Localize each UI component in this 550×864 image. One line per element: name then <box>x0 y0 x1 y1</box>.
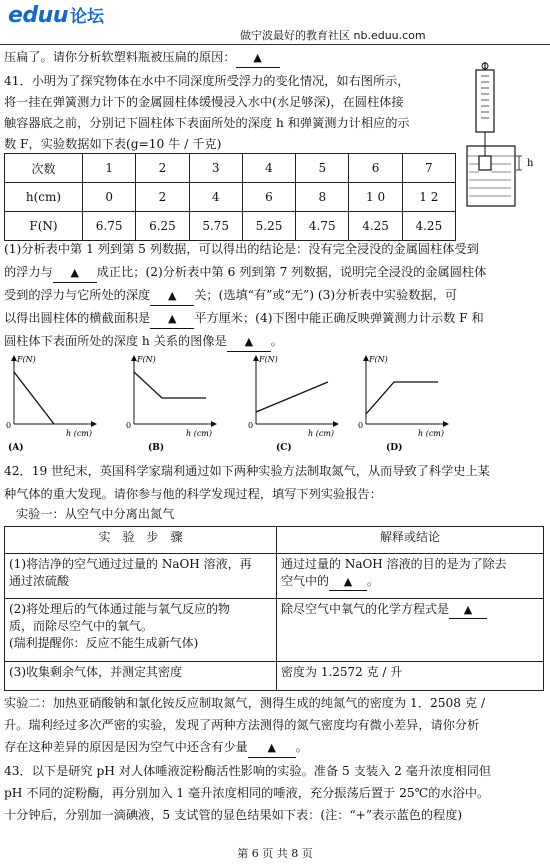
exp2-text: 实验二：加热亚硝酸钠和氯化铵反应制取氮气，测得生成的纯氮气的密度为 1．2508 克 / <box>4 696 486 710</box>
svg-text:(B): (B) <box>148 443 165 452</box>
answer-blank: ▲ <box>53 263 97 283</box>
svg-text:F(N): F(N) <box>17 355 36 364</box>
answer-blank: ▲ <box>236 48 280 68</box>
table-cell: 0 <box>83 183 136 212</box>
q41-text: 数 F，实验数据如下表(g=10 牛 / 千克) <box>4 137 222 151</box>
row-label: F(N) <box>5 212 83 241</box>
col-header: 解释或结论 <box>277 527 544 554</box>
svg-text:h (cm): h (cm) <box>418 429 445 438</box>
exp2-text: 升。瑞利经过多次严密的实验，发现了两种方法测得的氮气密度均有微小差异，请你分析 <box>4 718 480 732</box>
table-cell: 2 <box>136 154 189 183</box>
row-label: 次数 <box>5 154 83 183</box>
q41-text: 将一挂在弹簧测力计下的金属圆柱体缓慢浸入水中(水足够深)，在圆柱体接 <box>4 95 404 109</box>
svg-text:(D): (D) <box>386 443 403 452</box>
svg-text:h (cm): h (cm) <box>186 429 213 438</box>
svg-text:0: 0 <box>126 421 132 430</box>
answer-blank: ▲ <box>150 309 194 329</box>
table-cell: 4 <box>189 183 242 212</box>
q43-text: 43．以下是研究 pH 对人体唾液淀粉酶活性影响的实验。准备 5 支装入 2 毫升浓度相同但 <box>4 764 492 778</box>
table-cell: 5.25 <box>242 212 295 241</box>
site-slogan: 做宁波最好的教育社区 nb.eduu.com <box>240 29 426 42</box>
q43-text: 十分钟后，分别加一滴碘液，5 支试管的显色结果如下表：(注：“+”表示蓝色的程度) <box>4 808 463 822</box>
text-line: 以得出圆柱体的横截面积是 ▲ 平方厘米；(4)下图中能正确反映弹簧测力计示数 F 和 <box>4 309 484 329</box>
svg-text:(C): (C) <box>276 443 292 452</box>
step-cell: (1)将洁净的空气通过过量的 NaOH 溶液，再 通过浓硫酸 <box>5 554 277 599</box>
q43-text: pH 不同的淀粉酶，再分别加入 1 毫升浓度相同的唾液，充分振荡后置于 25℃的水浴中。 <box>4 786 490 800</box>
answer-blank: ▲ <box>449 601 487 619</box>
q41-text: 41．小明为了探究物体在水中不同深度所受浮力的变化情况，如右图所示， <box>4 74 410 88</box>
table-cell: 4.25 <box>402 212 455 241</box>
graph-C <box>246 352 346 452</box>
text-line: 受到的浮力与它所处的深度 ▲ 关；(选填“有”或“无”) (3)分析表中实验数据，可 <box>4 286 457 306</box>
exp1-title: 实验一：从空气中分离出氮气 <box>16 507 175 521</box>
svg-text:0: 0 <box>6 421 12 430</box>
table-cell: 4 <box>242 154 295 183</box>
logo-brand: eduu <box>8 3 68 28</box>
header-divider <box>0 44 550 45</box>
site-logo[interactable] <box>8 2 104 28</box>
conclusion-cell: 除尽空气中氧气的化学方程式是 ▲ <box>277 599 544 662</box>
col-header: 实 验 步 骤 <box>5 527 277 554</box>
logo-cn: 论坛 <box>70 7 104 27</box>
table-cell: 1 <box>83 154 136 183</box>
conclusion-cell: 密度为 1.2572 克 / 升 <box>277 662 544 691</box>
svg-text:F(N): F(N) <box>369 355 388 364</box>
table-row <box>5 154 456 183</box>
table-cell: 6.25 <box>136 212 189 241</box>
table-cell: 5.75 <box>189 212 242 241</box>
table-cell: 2 <box>136 183 189 212</box>
q42-text: 种气体的重大发现。请你参与他的科学发现过程，填写下列实验报告： <box>4 487 382 501</box>
table-cell: 1 0 <box>349 183 402 212</box>
table-cell: 5 <box>296 154 349 183</box>
spring-scale-figure <box>463 60 541 208</box>
depth-label: h <box>527 158 534 169</box>
step-cell: (2)将处理后的气体通过能与氧气反应的物 质，而除尽空气中的氧气。 (瑞利提醒你：反应不能生成新气体) <box>5 599 277 662</box>
answer-blank: ▲ <box>150 286 194 306</box>
table-cell: 6 <box>242 183 295 212</box>
table-cell: 3 <box>189 154 242 183</box>
table-cell: 1 2 <box>402 183 455 212</box>
step-cell: (3)收集剩余气体，并测定其密度 <box>5 662 277 691</box>
exp2-text: 存在这种差异的原因是因为空气中还含有少量 ▲ 。 <box>4 738 308 758</box>
svg-text:h (cm): h (cm) <box>66 429 93 438</box>
graph-B <box>124 352 224 452</box>
conclusion-cell: 通过过量的 NaOH 溶液的目的是为了除去 空气中的 ▲ 。 <box>277 554 544 599</box>
answer-blank: ▲ <box>227 332 271 352</box>
svg-text:F(N): F(N) <box>137 355 156 364</box>
text-line: 圆柱体下表面所处的深度 h 关系的图像是 ▲ 。 <box>4 332 283 352</box>
svg-text:0: 0 <box>358 421 364 430</box>
svg-text:0: 0 <box>248 421 254 430</box>
table-cell: 4.25 <box>349 212 402 241</box>
q42-text: 42．19 世纪末，英国科学家瑞利通过如下两种实验方法制取氮气，从而导致了科学史上某 <box>4 464 490 478</box>
text-line: (1)分析表中第 1 列到第 5 列数据，可以得出的结论是：没有完全浸没的金属圆柱体受到 <box>4 242 479 256</box>
table-cell: 6 <box>349 154 402 183</box>
data-table-41 <box>4 153 456 241</box>
text-line: 的浮力与 ▲ 成正比；(2)分析表中第 6 列到第 7 列数据，说明完全浸没的金属圆柱体 <box>4 263 486 283</box>
table-row <box>5 183 456 212</box>
svg-text:(A): (A) <box>8 443 24 452</box>
q41-text: 触容器底之前，分别记下圆柱体下表面所处的深度 h 和弹簧测力计相应的示 <box>4 116 410 130</box>
svg-text:h (cm): h (cm) <box>308 429 335 438</box>
answer-blank: ▲ <box>248 738 296 758</box>
table-row <box>5 212 456 241</box>
graph-D <box>356 352 456 452</box>
text: 压扁了。请你分析软塑料瓶被压扁的原因： <box>4 50 236 64</box>
table-cell: 6.75 <box>83 212 136 241</box>
svg-text:F(N): F(N) <box>259 355 278 364</box>
page-footer: 第 6 页 共 8 页 <box>237 847 313 860</box>
row-label: h(cm) <box>5 183 83 212</box>
table-cell: 8 <box>296 183 349 212</box>
report-table-42 <box>4 526 544 691</box>
graph-A <box>4 352 104 452</box>
answer-blank: ▲ <box>329 573 367 591</box>
table-cell: 4.75 <box>296 212 349 241</box>
table-cell: 7 <box>402 154 455 183</box>
text-line <box>4 48 280 68</box>
